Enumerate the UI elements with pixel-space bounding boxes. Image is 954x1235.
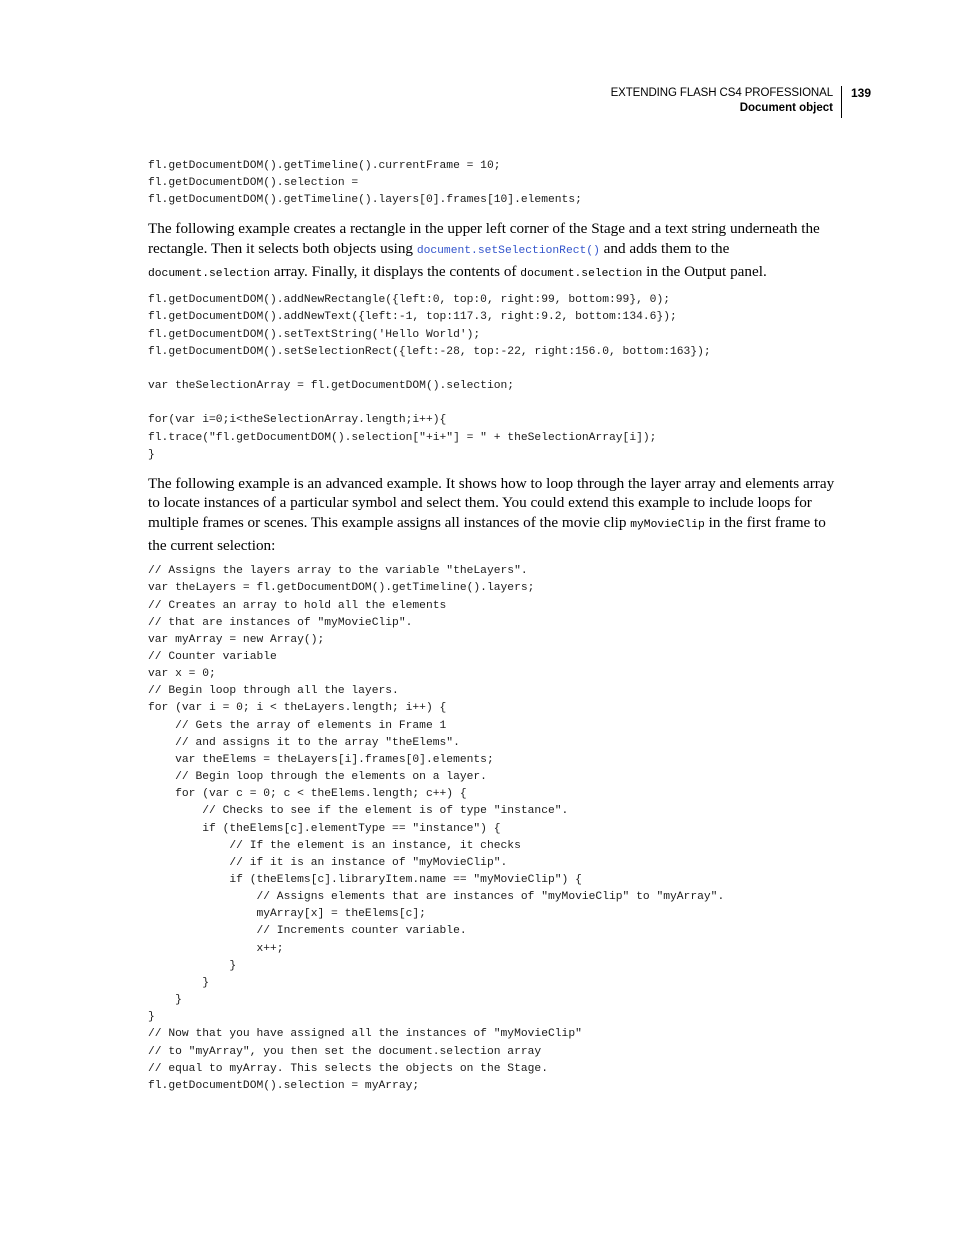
paragraph-text: The following example creates a rectangle in the upper left corner of the Stage and a text string underneath the rectangle. Then it selects both objects using [148,220,820,258]
section-title: Document object [739,102,833,114]
code-block-selection-rect: fl.getDocumentDOM().addNewRectangle({left:0, top:0, right:99, bottom:99}, 0); fl.getDocumentDOM().addNewText({left:-1, top:117.3, right:9.2, bottom:134.6}); fl.getDocumentDOM().setTextString('Hello World'); fl.getDocumentDOM().setSelectionRect({left:-28, top:-22, right:156.0, bottom:163}); var theSelectionArray = fl.getDocumentDOM().selection; for(var i=0;i<theSelectionArray.length;i++){ fl.trace("fl.getDocumentDOM().selection["+i+"] = " + theSelectionArray[i]); } [148,294,711,461]
running-header [611,86,842,118]
paragraph-text: The following example is an advanced example. It shows how to loop through the layer array and elements array to locate instances of a particular symbol and select them. You could extend this example to include loops for multiple frames or scenes. This example assigns all instances of the movie clip [148,474,835,531]
page-number: 139 [851,86,872,100]
book-title: EXTENDING FLASH CS4 PROFESSIONAL [610,87,833,99]
paragraph-text: in the first frame to the current selection: [148,514,826,554]
paragraph-advanced-example [148,474,838,555]
inline-code: document.selection [520,267,643,280]
set-selection-rect-link[interactable]: document.setSelectionRect() [416,245,600,258]
code-block-current-frame: fl.getDocumentDOM().getTimeline().currentFrame = 10; fl.getDocumentDOM().selection = fl.getDocumentDOM().getTimeline().layers[0].frames[10].elements; [148,160,582,207]
inline-code: myMovieClip [630,519,705,531]
paragraph-text: and adds them to the [599,240,730,258]
paragraph-text: array. Finally, it displays the contents of [270,262,521,280]
paragraph-selection-rect [148,219,838,284]
inline-code: document.selection [148,267,271,280]
code-block-advanced-loop: // Assigns the layers array to the variable "theLayers". var theLayers = fl.getDocumentDOM().getTimeline().layers; // Creates an array to hold all the elements // that are instances of "myMovieClip". var myArray = new Array(); // Counter variable var x = 0; // Begin loop through all the layers. for (var i = 0; i < theLayers.length; i++) { // Gets the array of elements in Frame 1 // and assigns it to the array "theElems". var theElems = theLayers[i].frames[0].elements; // Begin loop through the elements on a layer. for (var c = 0; c < theElems.length; c++) { // Checks to see if the element is of type "instance". if (theElems[c].elementType == "instance") { // If the element is an instance, it checks // if it is an instance of "myMovieClip". if (theElems[c].libraryItem.name == "myMovieClip") { // Assigns elements that are instances of "myMovieClip" to "myArray". myArray[x] = theElems[c]; // Increments counter variable. x++; } } } } // Now that you have assigned all the instances of "myMovieClip" // to "myArray", you then set the document.selection array // equal to myArray. This selects the objects on the Stage. fl.getDocumentDOM().selection = myArray; [148,565,725,1092]
paragraph-text: in the Output panel. [642,262,767,280]
page-content [148,158,838,1095]
